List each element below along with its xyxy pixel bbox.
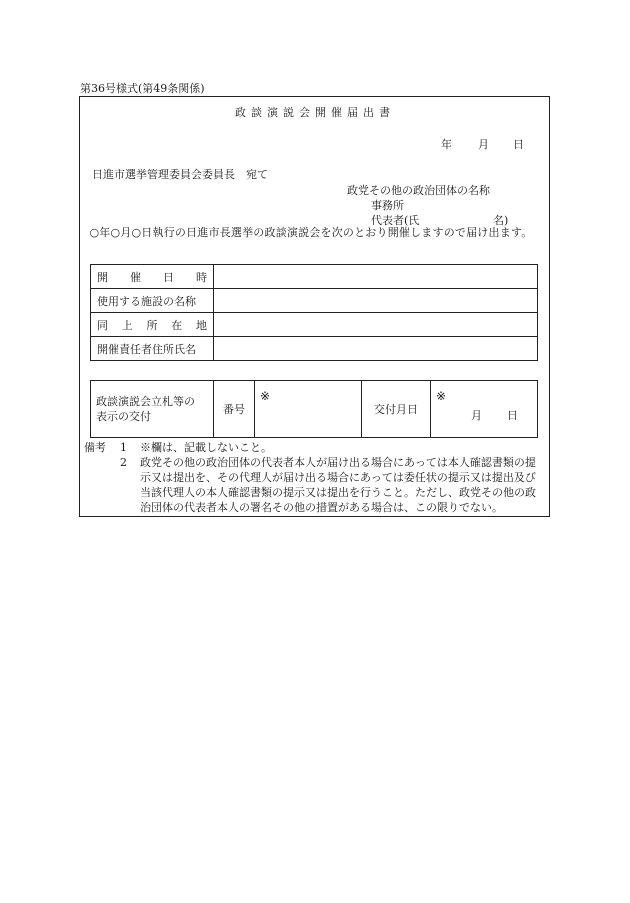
event-detail-label: [91, 313, 214, 337]
event-detail-label: 開催責任者住所氏名: [91, 337, 214, 361]
event-detail-value-field[interactable]: [214, 313, 538, 337]
date-month-label: 月: [478, 138, 489, 151]
representative-label: 代表者(氏: [371, 214, 420, 227]
label-char: 在: [171, 318, 183, 332]
event-detail-value-field[interactable]: [214, 337, 538, 361]
issue-date-field[interactable]: [431, 381, 538, 438]
issue-date-label: 交付月日: [362, 381, 431, 438]
number-field[interactable]: [255, 381, 362, 438]
representative-suffix: 名): [493, 214, 509, 227]
sign-issuance-label: [91, 381, 214, 438]
date-day-label: 日: [513, 138, 524, 151]
office-use-mark: ※: [436, 389, 447, 403]
number-label: 番号: [214, 381, 255, 438]
notes-heading: 備考: [84, 441, 106, 454]
event-detail-row: [91, 313, 538, 337]
label-char: 催: [130, 270, 141, 284]
label-char: 所: [146, 318, 158, 332]
sign-issuance-label-line1: 政談演説会立札等の: [96, 395, 195, 408]
event-details-table: [90, 264, 538, 361]
event-detail-label: [91, 265, 214, 289]
label-char: 同: [97, 318, 108, 332]
event-detail-label: 使用する施設の名称: [91, 289, 214, 313]
event-detail-value-field[interactable]: [214, 289, 538, 313]
note-item: [84, 455, 546, 515]
office-label: 事務所: [371, 199, 404, 212]
office-use-mark: ※: [260, 389, 271, 403]
party-name-label: 政党その他の政治団体の名称: [347, 184, 490, 197]
form-number-label: 第36号様式(第49条関係): [80, 82, 205, 95]
issue-day-label: 日: [507, 409, 518, 422]
declaration-text: ○年○月○日執行の日進市長選挙の政談演説会を次のとおり開催しますので届け出ます。: [89, 226, 533, 239]
notes-section: [84, 440, 546, 515]
event-detail-row: [91, 265, 538, 289]
label-char: 上: [121, 318, 133, 332]
document-title: 政談演説会開催届出書: [235, 106, 395, 119]
sign-issuance-table: [90, 380, 538, 438]
note-number: 2: [120, 456, 127, 469]
spaced-label: [97, 317, 207, 333]
label-char: 開: [97, 270, 108, 284]
note-item: [84, 440, 546, 455]
note-text: ※欄は、記載しないこと。: [140, 441, 272, 454]
issue-month-label: 月: [471, 409, 482, 422]
event-detail-row: [91, 289, 538, 313]
note-text: 政党その他の政治団体の代表者本人が届け出る場合にあっては本人確認書類の提示又は提出を、その代理人が届け出る場合にあっては委任状の提示又は提出及び当該代理人の本人確認書類の提示又は提出を行うこと。ただし、政党その他の政治団体の代表者本人の署名その他の措置がある場合は、この限りでない。: [140, 456, 536, 514]
spaced-label: [97, 269, 207, 285]
label-char: 時: [196, 270, 207, 284]
sign-issuance-row: [91, 381, 538, 438]
label-char: 日: [163, 270, 174, 284]
date-year-label: 年: [441, 138, 452, 151]
event-detail-value-field[interactable]: [214, 265, 538, 289]
label-char: 地: [196, 318, 207, 332]
sign-issuance-label-line2: 表示の交付: [96, 410, 151, 423]
event-detail-row: [91, 337, 538, 361]
note-number: 1: [120, 441, 127, 454]
addressee: 日進市選挙管理委員会委員長 宛て: [92, 168, 268, 181]
